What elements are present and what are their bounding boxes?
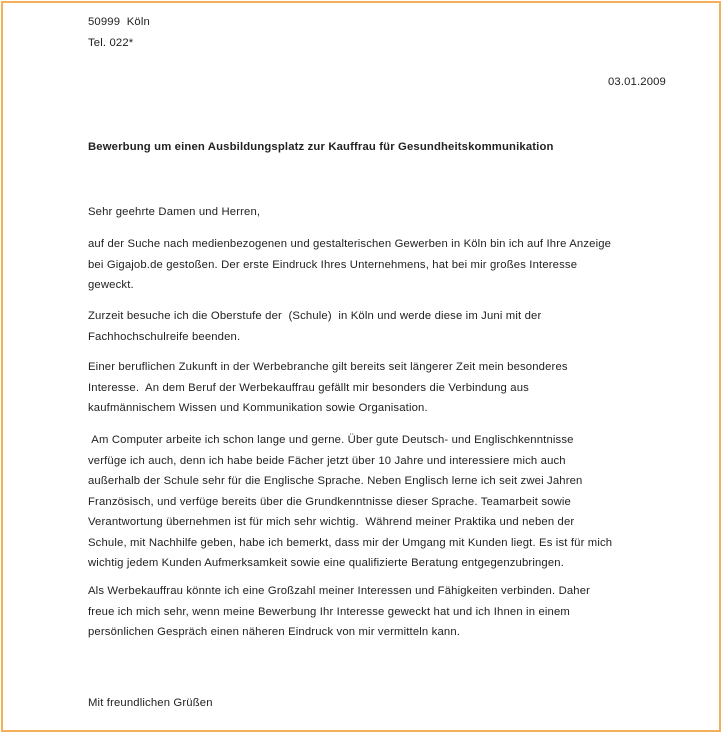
closing-phrase: Mit freundlichen Grüßen [88, 697, 213, 709]
paragraph-line: Als Werbekauffrau könnte ich eine Großzahl meiner Interessen und Fähigkeiten verbinden. Daher [88, 585, 591, 597]
paragraph-5 [88, 581, 674, 643]
paragraph-line: auf der Suche nach medienbezogenen und gestalterischen Gewerben in Köln bin ich auf Ihre Anzeige [88, 238, 612, 250]
letter-date: 03.01.2009 [607, 76, 666, 88]
letter-subject: Bewerbung um einen Ausbildungsplatz zur Kauffrau für Gesundheitskommunikation [88, 141, 554, 153]
paragraph-line: freue ich mich sehr, wenn meine Bewerbung Ihr Interesse geweckt hat und ich Ihnen in einem [88, 605, 570, 618]
sender-city: 50999 Köln [88, 16, 150, 28]
paragraph-line: bei Gigajob.de gestoßen. Der erste Eindruck Ihres Unternehmens, hat bei mir großes Interesse [88, 258, 578, 271]
paragraph-line: Fachhochschulreife beenden. [88, 330, 241, 343]
paragraph-3 [88, 357, 674, 419]
paragraph-line: kaufmännischem Wissen und Kommunikation sowie Organisation. [88, 402, 428, 414]
paragraph-line: außerhalb der Schule sehr für die Englische Sprache. Neben Englisch lerne ich seit zwei Jahren [88, 475, 583, 487]
paragraph-line: Verantwortung übernehmen ist für mich sehr wichtig. Während meiner Praktika und neben der [88, 516, 575, 528]
paragraph-line: Interesse. An dem Beruf der Werbekauffrau gefällt mir besonders die Verbindung aus [88, 381, 529, 394]
salutation: Sehr geehrte Damen und Herren, [88, 206, 261, 218]
paragraph-line: wichtig jedem Kunden Aufmerksamkeit sowie eine qualifizierte Beratung entgegenzubringen. [88, 557, 565, 569]
paragraph-line: Schule, mit Nachhilfe geben, habe ich bemerkt, dass mir der Umgang mit Kunden liegt. Es ist für mich [88, 536, 613, 549]
paragraph-line: Am Computer arbeite ich schon lange und gerne. Über gute Deutsch- und Englischkenntnisse [88, 434, 574, 446]
paragraph-line: geweckt. [88, 279, 134, 291]
paragraph-line: Französisch, und verfüge bereits über die Grundkenntnisse dieser Sprache. Teamarbeit sowie [88, 495, 571, 508]
paragraph-line: verfüge ich auch, denn ich habe beide Fächer jetzt über 10 Jahre und interessiere mich auch [88, 454, 566, 467]
paragraph-line: persönlichen Gespräch einen näheren Eindruck von mir vermitteln kann. [88, 626, 461, 638]
paragraph-4 [88, 430, 674, 574]
sender-phone: Tel. 022* [88, 37, 134, 49]
paragraph-2 [88, 306, 674, 347]
paragraph-line: Zurzeit besuche ich die Oberstufe der (Schule) in Köln und werde diese im Juni mit der [88, 310, 542, 322]
paragraph-line: Einer beruflichen Zukunft in der Werbebranche gilt bereits seit längerer Zeit mein besonderes [88, 361, 568, 373]
paragraph-1 [88, 234, 674, 296]
